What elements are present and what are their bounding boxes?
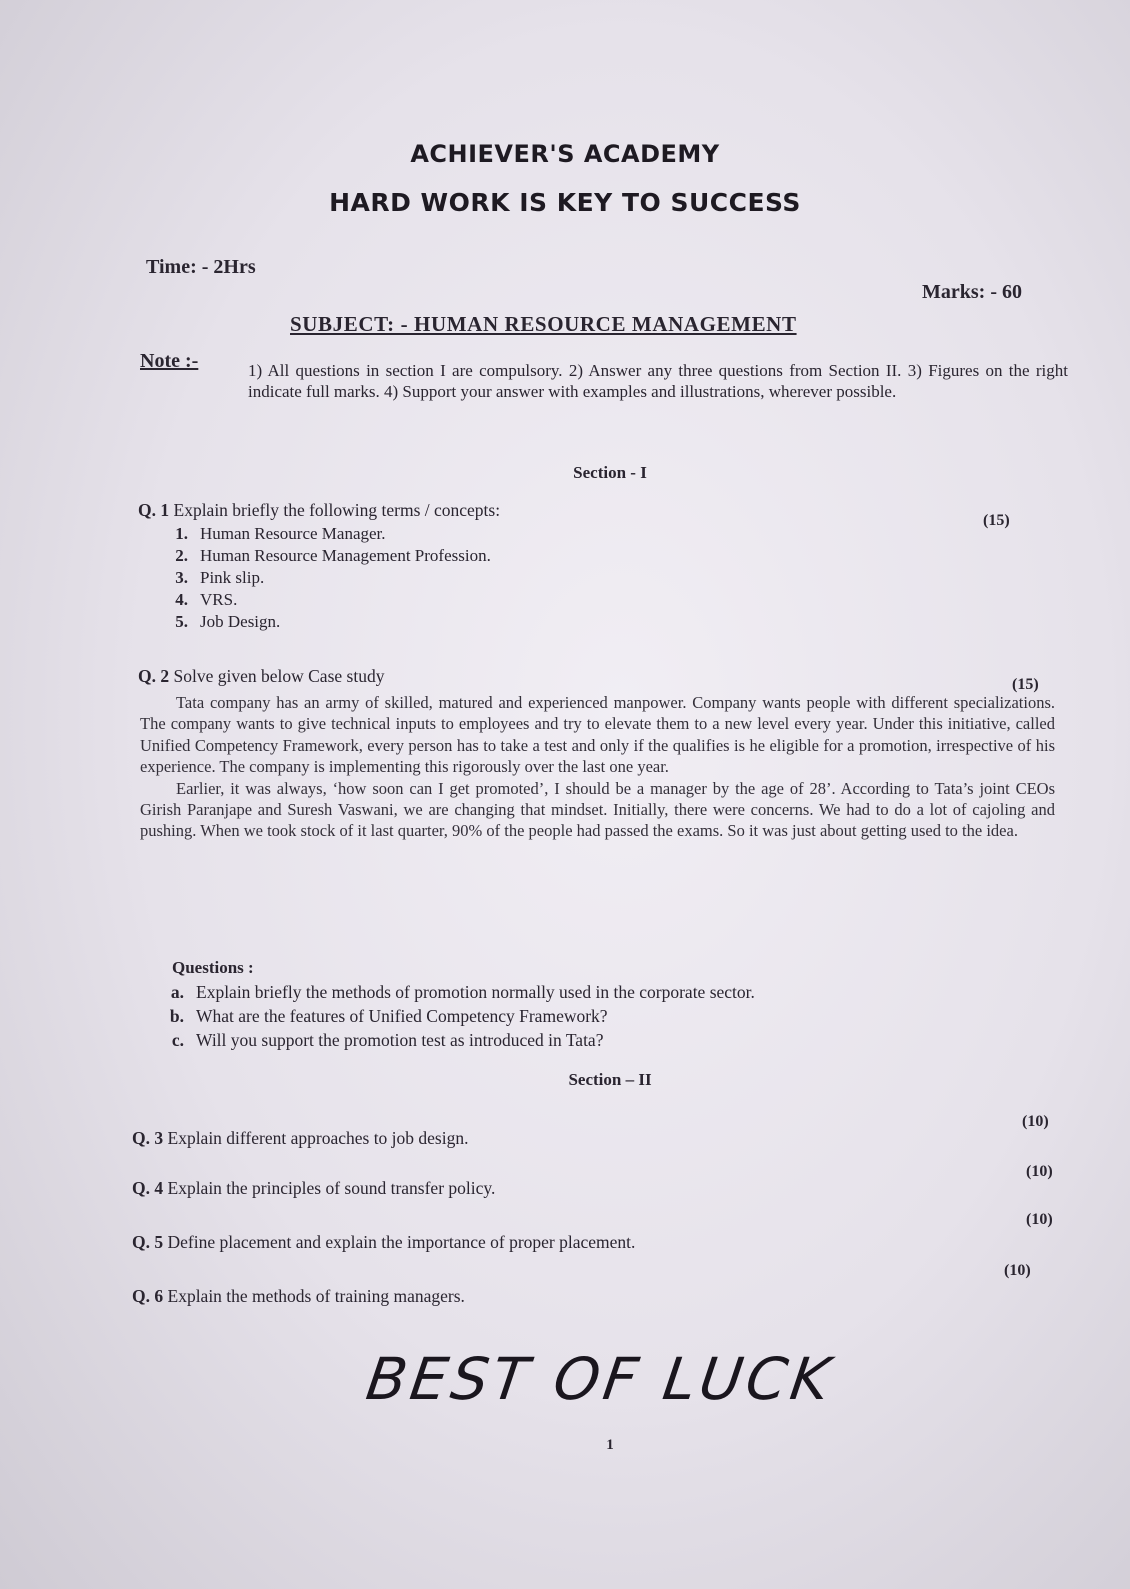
list-item: 4. VRS.	[175, 590, 238, 609]
question-4: Q. 4 Explain the principles of sound transfer policy.	[132, 1178, 496, 1198]
section-2-title: Section – II	[568, 1070, 652, 1089]
case-questions-title: Questions :	[172, 958, 254, 977]
question-text: Explain briefly the following terms / concepts:	[173, 500, 501, 520]
question-4-marks: (10)	[1026, 1163, 1053, 1180]
list-item: 3. Pink slip.	[175, 568, 265, 587]
best-of-luck-text: BEST OF LUCK	[362, 1345, 838, 1413]
case-questions	[146, 980, 755, 1052]
question-2	[138, 666, 384, 687]
list-item: c. Will you support the promotion test as introduced in Tata?	[171, 1030, 604, 1050]
page-number: 1	[606, 1437, 614, 1453]
exam-time: Time: - 2Hrs	[146, 256, 256, 278]
question-6: Q. 6 Explain the methods of training managers.	[132, 1286, 465, 1306]
question-1-marks: (15)	[983, 512, 1010, 529]
question-number: Q. 2	[138, 666, 170, 686]
question-number: Q. 1	[138, 500, 170, 520]
total-marks: Marks: - 60	[922, 281, 1022, 303]
question-5: Q. 5 Define placement and explain the importance of proper placement.	[132, 1232, 636, 1252]
list-item: 5. Job Design.	[175, 612, 281, 631]
question-1-items	[150, 523, 491, 633]
question-3: Q. 3 Explain different approaches to job design.	[132, 1128, 469, 1148]
academy-name: ACHIEVER'S ACADEMY	[410, 140, 720, 168]
list-item: 2. Human Resource Management Profession.	[175, 546, 491, 565]
subject-title: SUBJECT: - HUMAN RESOURCE MANAGEMENT	[290, 312, 797, 336]
question-2-marks: (15)	[1012, 676, 1039, 693]
question-text: Solve given below Case study	[173, 666, 385, 686]
list-item: a. Explain briefly the methods of promotion normally used in the corporate sector.	[170, 982, 755, 1002]
case-paragraph-1: Tata company has an army of skilled, matured and experienced manpower. Company wants people with different specializations. The company wants to give technical inputs to employees and try to elevate them to a new level every year. Under this initiative, called Unified Competency Framework, every person has to take a test and only if the qualifies is he eligible for a promotion, irrespective of his experience. The company is implementing this rigorously over the last one year.	[140, 693, 1055, 777]
question-5-marks: (10)	[1026, 1211, 1053, 1228]
question-1	[138, 500, 500, 521]
case-paragraph-2: Earlier, it was always, ‘how soon can I get promoted’, I should be a manager by the age of 28’. According to Tata’s joint CEOs Girish Paranjape and Suresh Vaswani, we are changing that mindset. Initially, there were concerns. We had to do a lot of cajoling and pushing. When we took stock of it last quarter, 90% of the people had passed the exams. So it was just about getting used to the idea.	[140, 778, 1055, 841]
question-6-marks: (10)	[1004, 1262, 1031, 1279]
note-label: Note :-	[140, 350, 199, 372]
list-item: b. What are the features of Unified Competency Framework?	[169, 1006, 608, 1026]
section-1-title: Section - I	[573, 463, 647, 482]
list-item: 1. Human Resource Manager.	[175, 524, 386, 543]
note-text: 1) All questions in section I are compulsory. 2) Answer any three questions from Section II. 3) Figures on the right indicate full marks. 4) Support your answer with examples and illustrations, wherever possible.	[248, 361, 1068, 401]
question-3-marks: (10)	[1022, 1113, 1049, 1130]
case-study	[140, 692, 1055, 842]
academy-motto: HARD WORK IS KEY TO SUCCESS	[329, 188, 801, 217]
